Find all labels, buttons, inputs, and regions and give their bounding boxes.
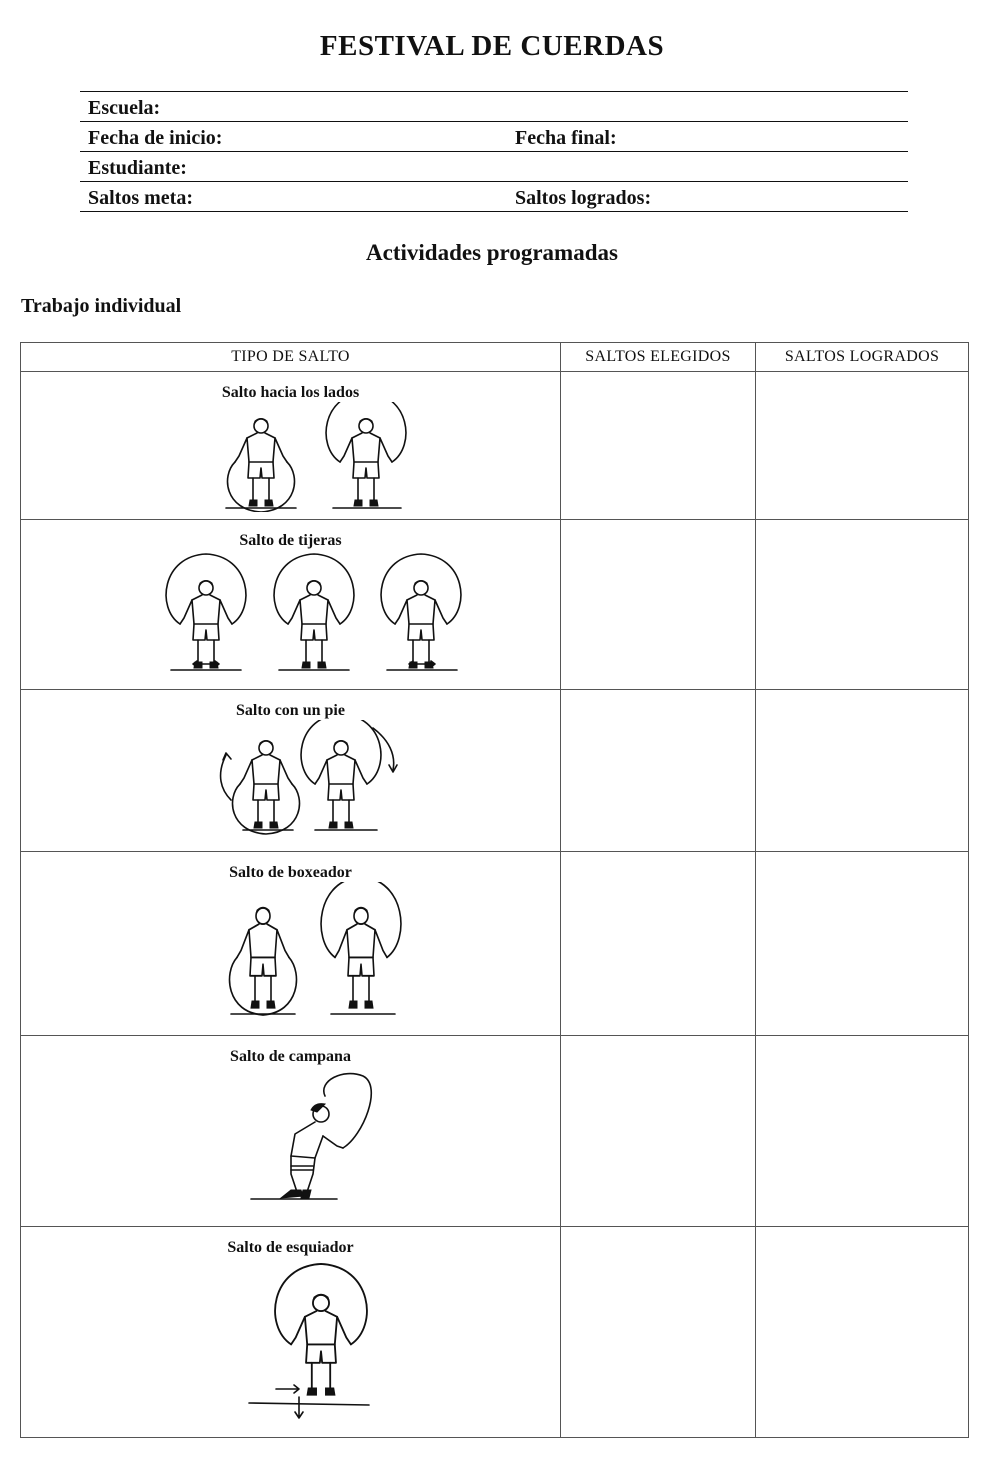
jump-type-cell	[21, 372, 561, 520]
table-row	[21, 1036, 969, 1227]
chosen-jumps-cell[interactable]	[561, 1036, 756, 1227]
jump-type-cell	[21, 690, 561, 852]
start-date-label: Fecha de inicio:	[88, 127, 223, 149]
achieved-jumps-label: Saltos logrados:	[515, 187, 652, 209]
chosen-jumps-cell[interactable]	[561, 852, 756, 1036]
achieved-jumps-cell[interactable]	[756, 690, 969, 852]
chosen-jumps-cell[interactable]	[561, 1227, 756, 1438]
jump-name: Salto hacia los lados	[221, 384, 360, 401]
jump-name: Salto de boxeador	[229, 864, 352, 881]
table-row	[21, 372, 969, 520]
one-foot-jump-illustration	[21, 720, 561, 845]
achieved-jumps-cell[interactable]	[756, 1036, 969, 1227]
chosen-jumps-cell[interactable]	[561, 520, 756, 690]
achieved-jumps-cell[interactable]	[756, 852, 969, 1036]
achieved-jumps-cell[interactable]	[756, 372, 969, 520]
student-label: Estudiante:	[88, 157, 187, 179]
side-jump-illustration	[21, 402, 561, 512]
activities-subtitle: Actividades programadas	[366, 240, 618, 265]
boxer-jump-illustration	[21, 882, 561, 1032]
chosen-jumps-cell[interactable]	[561, 372, 756, 520]
info-row-jumps[interactable]	[80, 182, 908, 212]
school-label: Escuela:	[88, 97, 161, 119]
jump-name: Salto de tijeras	[239, 532, 342, 549]
table-row	[21, 852, 969, 1036]
goal-jumps-label: Saltos meta:	[88, 187, 193, 209]
jumps-table	[20, 342, 969, 1438]
info-row-school[interactable]	[80, 92, 908, 122]
skier-jump-illustration	[21, 1257, 561, 1432]
table-row	[21, 520, 969, 690]
jump-name: Salto de campana	[230, 1048, 351, 1065]
info-row-student[interactable]	[80, 152, 908, 182]
header-jump-type: TIPO DE SALTO	[21, 343, 561, 372]
page-title: FESTIVAL DE CUERDAS	[319, 30, 665, 62]
jump-type-cell	[21, 520, 561, 690]
bell-jump-illustration	[21, 1066, 561, 1221]
end-date-label: Fecha final:	[515, 127, 617, 149]
jump-type-cell	[21, 852, 561, 1036]
jump-name: Salto de esquiador	[227, 1239, 354, 1256]
achieved-jumps-cell[interactable]	[756, 1227, 969, 1438]
scissor-jump-illustration	[21, 550, 561, 680]
chosen-jumps-cell[interactable]	[561, 690, 756, 852]
achieved-jumps-cell[interactable]	[756, 520, 969, 690]
jump-name: Salto con un pie	[236, 702, 345, 719]
table-row	[21, 690, 969, 852]
jump-type-cell	[21, 1036, 561, 1227]
info-form	[80, 91, 908, 212]
info-row-dates[interactable]	[80, 122, 908, 152]
jump-type-cell	[21, 1227, 561, 1438]
header-achieved: SALTOS LOGRADOS	[756, 343, 969, 372]
section-title: Trabajo individual	[21, 295, 182, 317]
table-row	[21, 1227, 969, 1438]
table-header-row	[21, 343, 969, 372]
header-chosen: SALTOS ELEGIDOS	[561, 343, 756, 372]
